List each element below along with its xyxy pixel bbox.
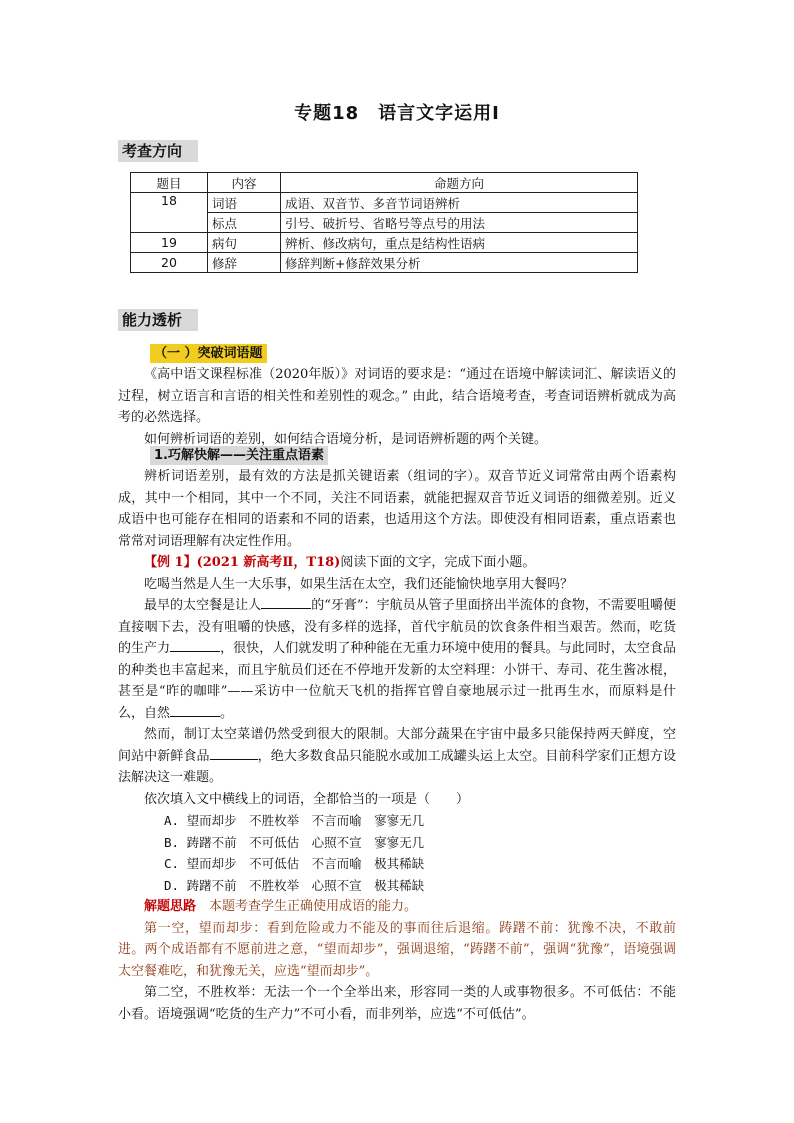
table-row	[131, 233, 638, 253]
table-cell: 成语、双音节、多音节词语辨析	[281, 193, 638, 213]
table-header-row	[131, 173, 638, 193]
main-block	[118, 466, 676, 1025]
table-cell: 辨析、修改病句，重点是结构性语病	[281, 233, 638, 253]
intro-block	[118, 364, 676, 450]
example-source: (2021 新高考Ⅱ，T18)	[196, 555, 341, 570]
analysis-intro: 本题考查学生正确使用成语的能力。	[196, 899, 418, 914]
option-c: C. 望而却步 不可低估 不言而喻 极其稀缺	[164, 856, 425, 871]
fill-blank	[261, 596, 311, 609]
table-row	[131, 213, 638, 233]
fill-blank	[170, 704, 220, 717]
text-run: 的“牙膏”：宇航员从管子里面挤出半流体的食物，不需要咀嚼便直接咽下去，没有咀嚼的快感，没有多样的选择，首代宇航员的饮食条件相当艰苦。然而，吃货的生产力	[118, 598, 676, 656]
paragraph	[118, 724, 676, 789]
table-header-cell: 命题方向	[281, 173, 638, 193]
option-a: A. 望而却步 不胜枚举 不言而喻 寥寥无几	[164, 813, 425, 828]
subheading-words: （一 ）突破词语题	[150, 344, 267, 363]
analysis-paragraph: 第一空，望而却步：看到危险或力不能及的事而往后退缩。踌躇不前：犹豫不决，不敢前进。两个成语都有不愿前进之意，“望而却步”，强调退缩，“踌躇不前”，强调“犹豫”，语境强调太空餐难吃，和犹豫无关，应选“望而却步”。	[118, 920, 676, 979]
table-cell: 病句	[208, 233, 281, 253]
paragraph: 如何辨析词语的差别，如何结合语境分析，是词语辨析题的两个关键。	[144, 431, 548, 447]
table-cell: 标点	[208, 213, 281, 233]
text-run: 。	[220, 705, 234, 721]
table-cell: 修辞	[208, 253, 281, 273]
paragraph	[118, 595, 676, 724]
table-header-cell: 题目	[131, 173, 208, 193]
table-cell: 修辞判断+修辞效果分析	[281, 253, 638, 273]
text-run: 最早的太空餐是让人	[144, 598, 262, 613]
exam-direction-table	[130, 172, 638, 273]
option-b: B. 踌躇不前 不可低估 心照不宣 寥寥无几	[164, 834, 425, 850]
paragraph: 吃喝当然是人生一大乐事，如果生活在太空，我们还能愉快地享用大餐吗？	[144, 576, 574, 592]
table-row	[131, 253, 638, 273]
analysis-label: 解题思路	[144, 899, 197, 914]
text-run: 然而，制订太空菜谱仍然受到很大的限制。大部分蔬果在宇宙中最多只能保持两天鲜度，空间站中新鲜食品	[118, 727, 676, 764]
section-heading-ability: 能力透析	[118, 309, 198, 331]
example-intro: 阅读下面的文字，完成下面小题。	[340, 555, 536, 570]
example-heading	[118, 552, 676, 574]
analysis-paragraph: 第二空，不胜枚举：无法一个一个全举出来，形容同一类的人或事物很多。不可低估：不能小看。语境强调“吃货的生产力”不可小看，而非列举，应选“不可低估”。	[118, 985, 676, 1022]
text-run: ，绝大多数食品只能脱水或加工成罐头运上太空。目前科学家们正想方设法解决这一难题。	[118, 748, 676, 785]
fill-blank	[170, 639, 220, 652]
page-title: 专题18 语言文字运用Ⅰ	[294, 103, 500, 124]
table-row	[131, 193, 638, 213]
table-cell: 18	[131, 193, 208, 233]
table-header-cell: 内容	[208, 173, 281, 193]
fill-blank	[210, 747, 258, 760]
example-label: 【例 1】	[144, 555, 197, 570]
paragraph: 《高中语文课程标准（2020年版）》对词语的要求是：“通过在语境中解读词汇、解读语义的过程，树立语言和言语的相关性和差别性的观念。” 由此，结合语境考查，考查词语辨析就成为高考的必然选择。	[118, 367, 676, 425]
subheading-morpheme: 1.巧解快解——关注重点语素	[150, 446, 328, 465]
paragraph: 辨析词语差别，最有效的方法是抓关键语素（组词的字）。双音节近义词常常由两个语素构成，其中一个相同，其中一个不同，关注不同语素，就能把握双音节近义词语的细微差别。近义成语中也可能存在相同的语素和不同的语素，也适用这个方法。即使没有相同语素，重点语素也常常对词语理解有决定性作用。	[118, 469, 676, 549]
text-run: ，很快，人们就发明了种种能在无重力环境中使用的餐具。与此同时，太空食品的种类也丰富起来，而且宇航员们还在不停地开发新的太空料理：小饼干、寿司、花生酱冰棍，甚至是“昨的咖啡”——采访中一位航天飞机的指挥官曾自豪地展示过一批再生水，而原料是什么，自然	[118, 641, 676, 721]
table-cell: 词语	[208, 193, 281, 213]
table-cell: 19	[131, 233, 208, 253]
question-prompt: 依次填入文中横线上的词语，全都恰当的一项是（ ）	[144, 791, 470, 807]
table-cell: 20	[131, 253, 208, 273]
analysis-heading	[118, 896, 676, 918]
section-heading-direction: 考查方向	[118, 140, 198, 162]
table-cell: 引号、破折号、省略号等点号的用法	[281, 213, 638, 233]
option-d: D. 踌躇不前 不胜枚举 心照不宣 极其稀缺	[164, 877, 425, 893]
